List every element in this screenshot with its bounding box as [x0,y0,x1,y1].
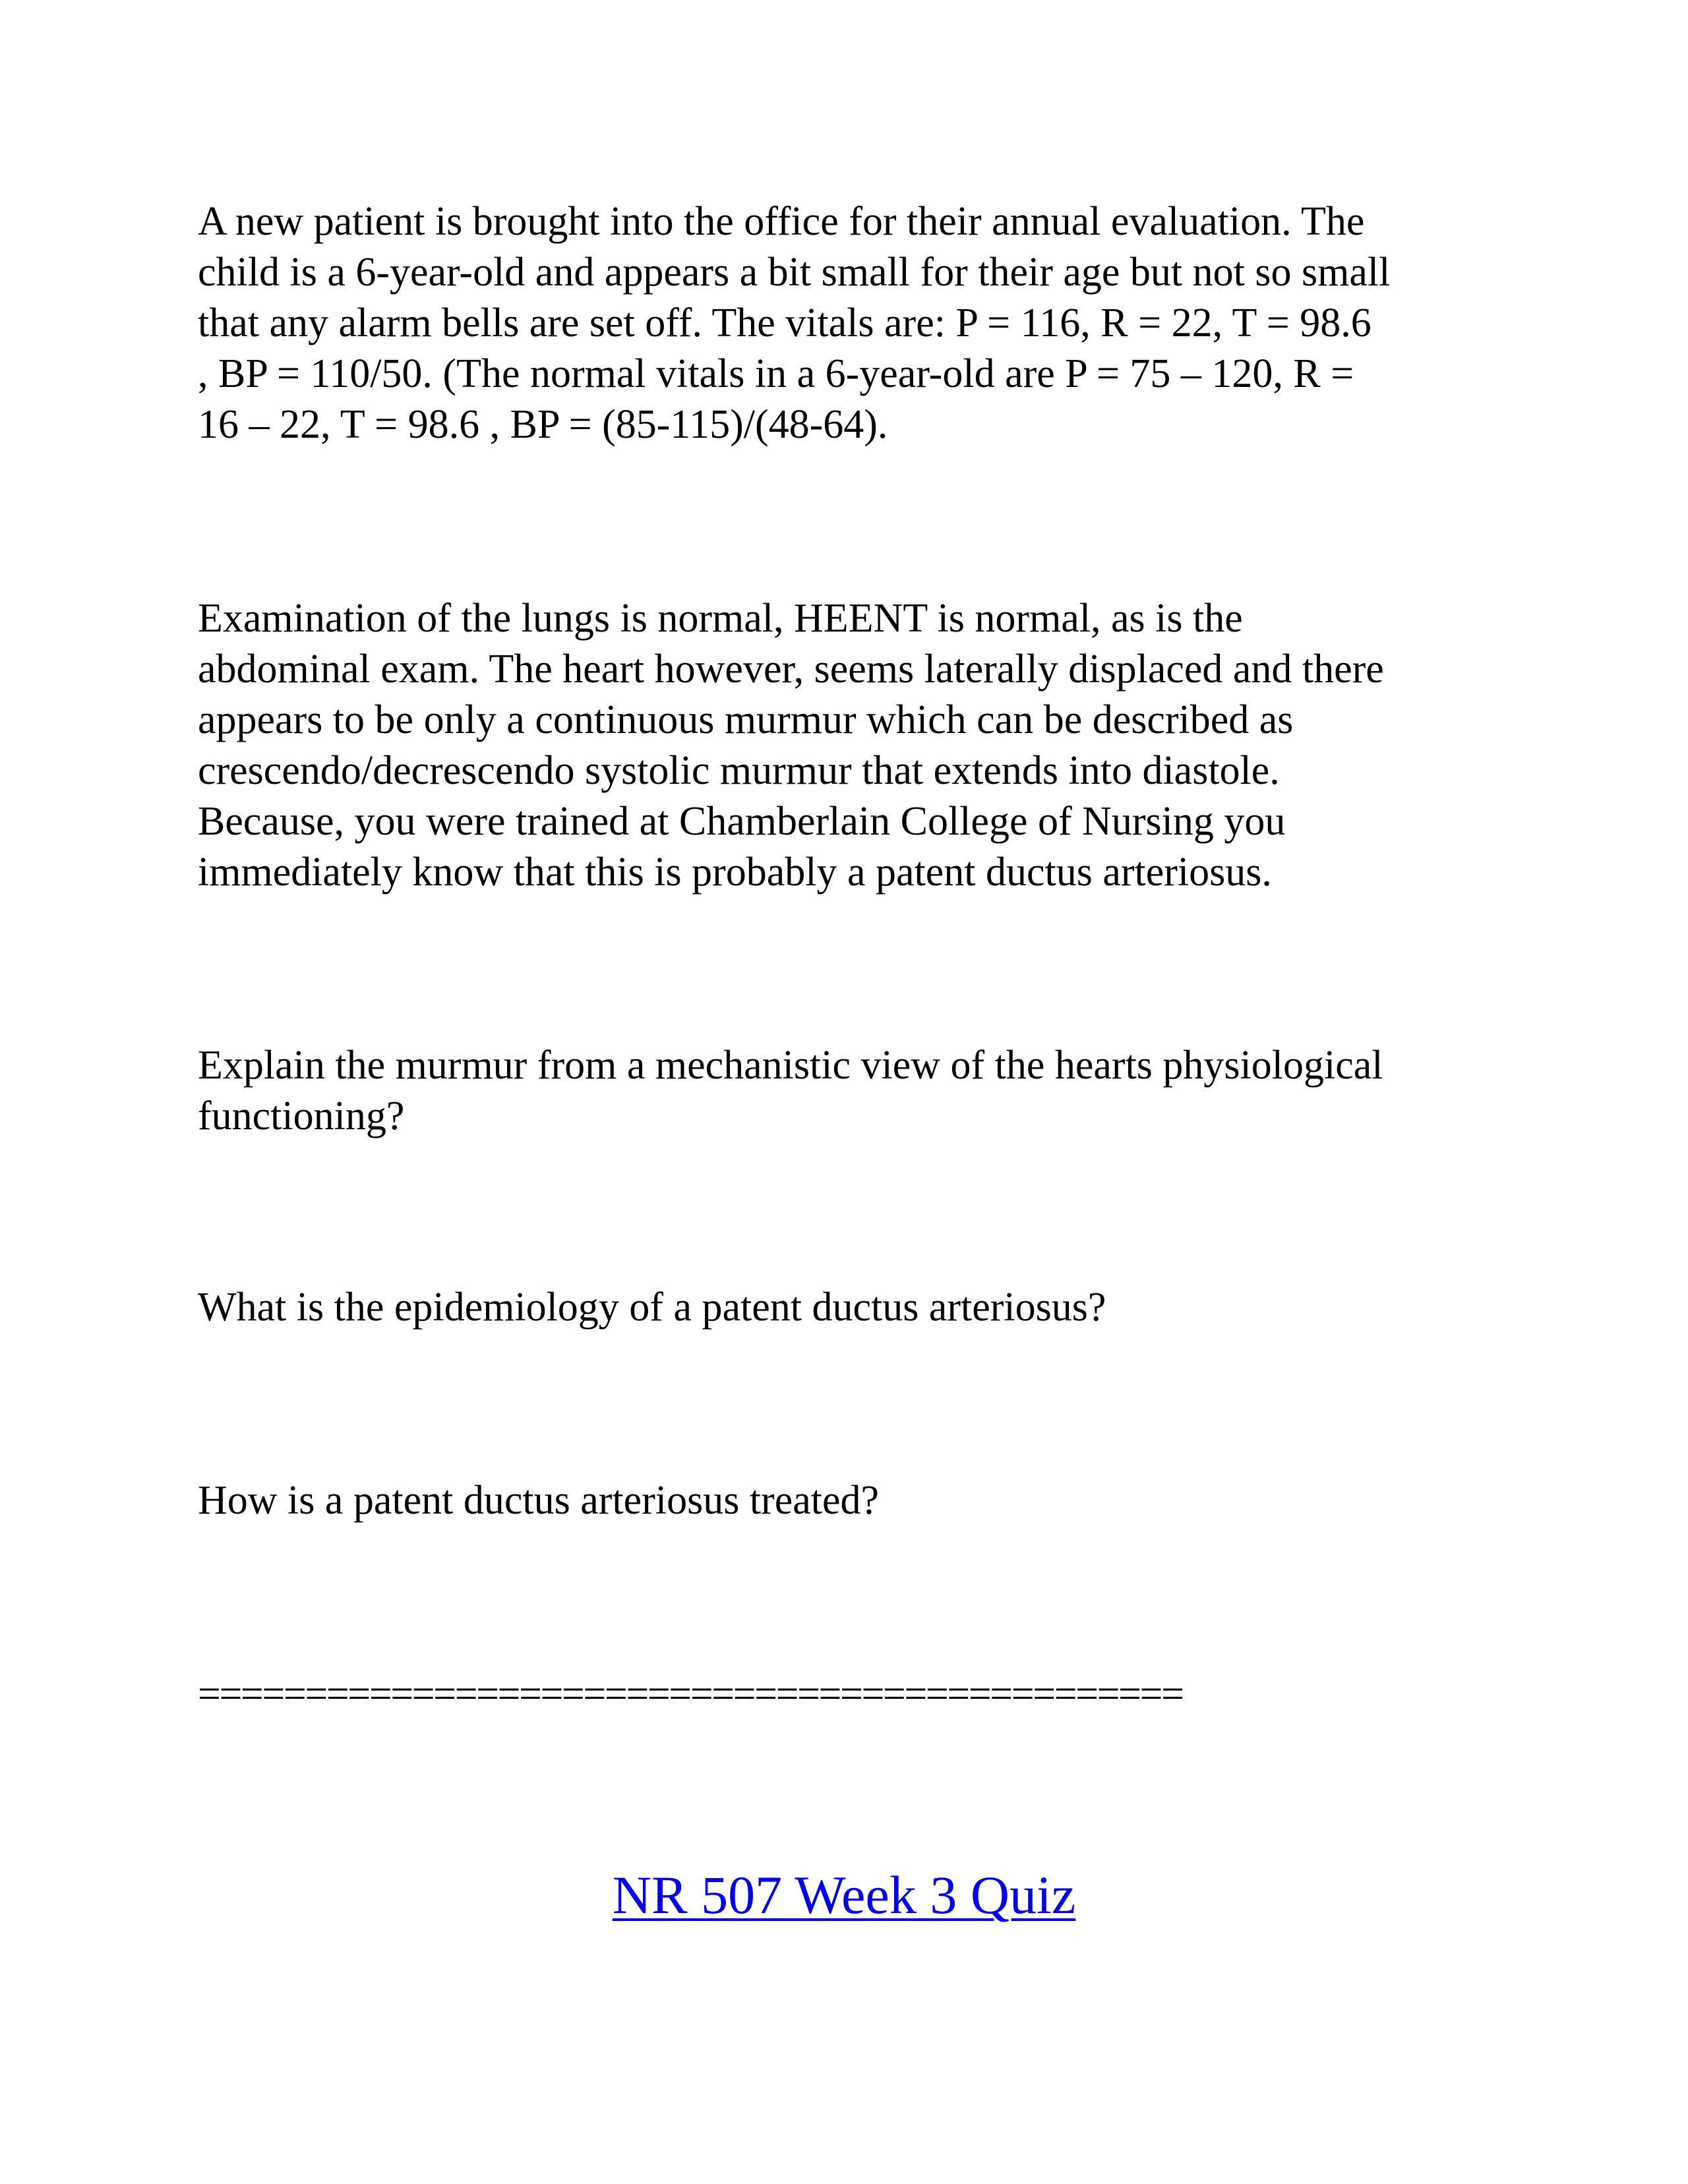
question-murmur-mechanism: Explain the murmur from a mechanistic view of the hearts physiological functioning? [198,1043,1383,1138]
case-description-paragraph: A new patient is brought into the office for their annual evaluation. The child is a 6-year-old and appears a bit small for their age but not so small that any alarm bells are set off. The vitals are: P = 116, R = 22, T = 98.6 , BP = 110/50. (The normal vitals in a 6-year-old are P = 75 – 120, R = 16 – 22, T = 98.6 , BP = (85-115)/(48-64). [198,199,1391,447]
link-container [0,1862,1688,1928]
separator-line: ============================================== [198,1672,1183,1717]
question-epidemiology: What is the epidemiology of a patent ductus arteriosus? [198,1285,1106,1330]
question-treatment: How is a patent ductus arteriosus treated? [198,1478,879,1523]
examination-paragraph: Examination of the lungs is normal, HEENT is normal, as is the abdominal exam. The heart however, seems laterally displaced and there appears to be only a continuous murmur which can be described as crescendo/decrescendo systolic murmur that extends into diastole. Because, you were trained at Chamberlain College of Nursing you immediately know that this is probably a patent ductus arteriosus. [198,596,1384,895]
quiz-link[interactable]: NR 507 Week 3 Quiz [612,1865,1076,1925]
